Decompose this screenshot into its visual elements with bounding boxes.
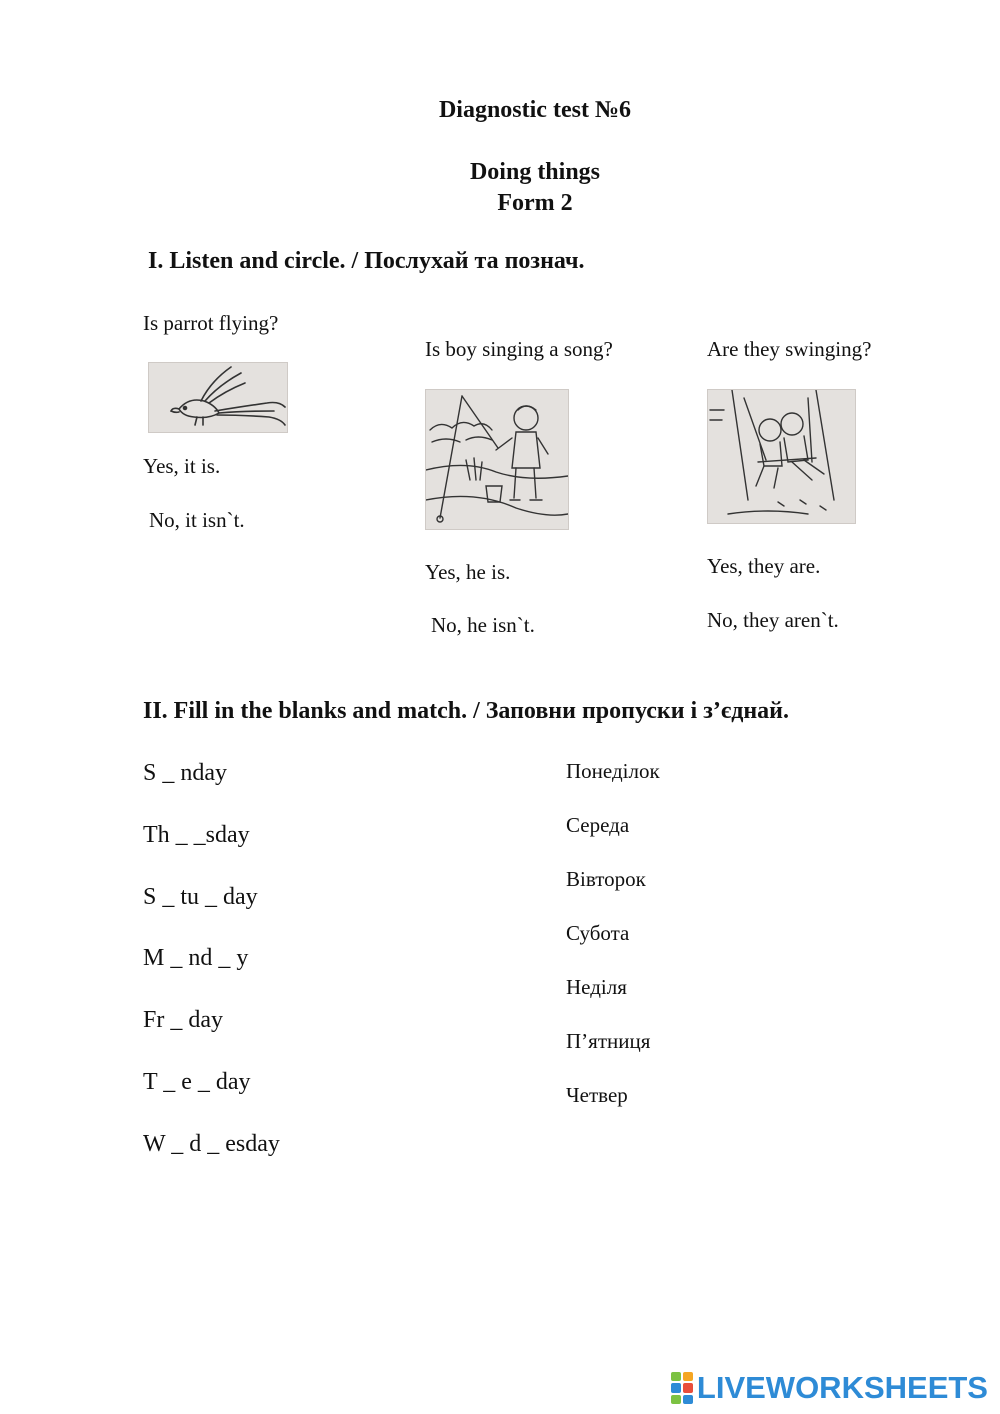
girls-swinging-image [707,389,856,524]
question-3: Are they swinging? [707,337,872,361]
boy-fishing-icon [426,390,568,529]
answer-3-yes[interactable]: Yes, they are. [707,554,821,578]
day-blank-6[interactable]: T _ e _ day [143,1069,251,1095]
match-option-1[interactable]: Понеділок [566,759,660,783]
parrot-image [148,362,288,433]
day-blank-3[interactable]: S _ tu _ day [143,884,258,910]
question-2: Is boy singing a song? [425,337,613,361]
answer-3-no[interactable]: No, they aren`t. [707,608,839,632]
answer-2-no[interactable]: No, he isn`t. [431,613,535,637]
form-label: Form 2 [497,190,573,216]
answer-2-yes[interactable]: Yes, he is. [425,560,511,584]
day-blank-7[interactable]: W _ d _ esday [143,1131,280,1157]
day-blank-2[interactable]: Th _ _sday [143,822,250,848]
section-1-heading: I. Listen and circle. / Послухай та познач. [148,248,585,274]
liveworksheets-logo[interactable] [671,1370,988,1406]
day-blank-5[interactable]: Fr _ day [143,1007,223,1033]
liveworksheets-wordmark: LIVEWORKSHEETS [696,1370,988,1405]
match-option-3[interactable]: Вівторок [566,867,646,891]
topic-title: Doing things [469,159,601,185]
match-option-7[interactable]: Четвер [566,1083,628,1107]
section-2-heading: II. Fill in the blanks and match. / Заповни пропуски і з’єднай. [143,698,789,724]
day-blank-1[interactable]: S _ nday [143,760,227,786]
match-option-6[interactable]: П’ятниця [566,1029,651,1053]
page-title: Diagnostic test №6 [438,97,632,123]
question-1: Is parrot flying? [143,311,279,335]
match-option-2[interactable]: Середа [566,813,630,837]
match-option-5[interactable]: Неділя [566,975,627,999]
boy-fishing-image [425,389,569,530]
parrot-icon [149,363,287,432]
swing-icon [708,390,855,523]
liveworksheets-icon [671,1372,693,1404]
answer-1-yes[interactable]: Yes, it is. [143,454,221,478]
answer-1-no[interactable]: No, it isn`t. [149,508,245,532]
day-blank-4[interactable]: M _ nd _ y [143,945,249,971]
match-option-4[interactable]: Субота [566,921,630,945]
